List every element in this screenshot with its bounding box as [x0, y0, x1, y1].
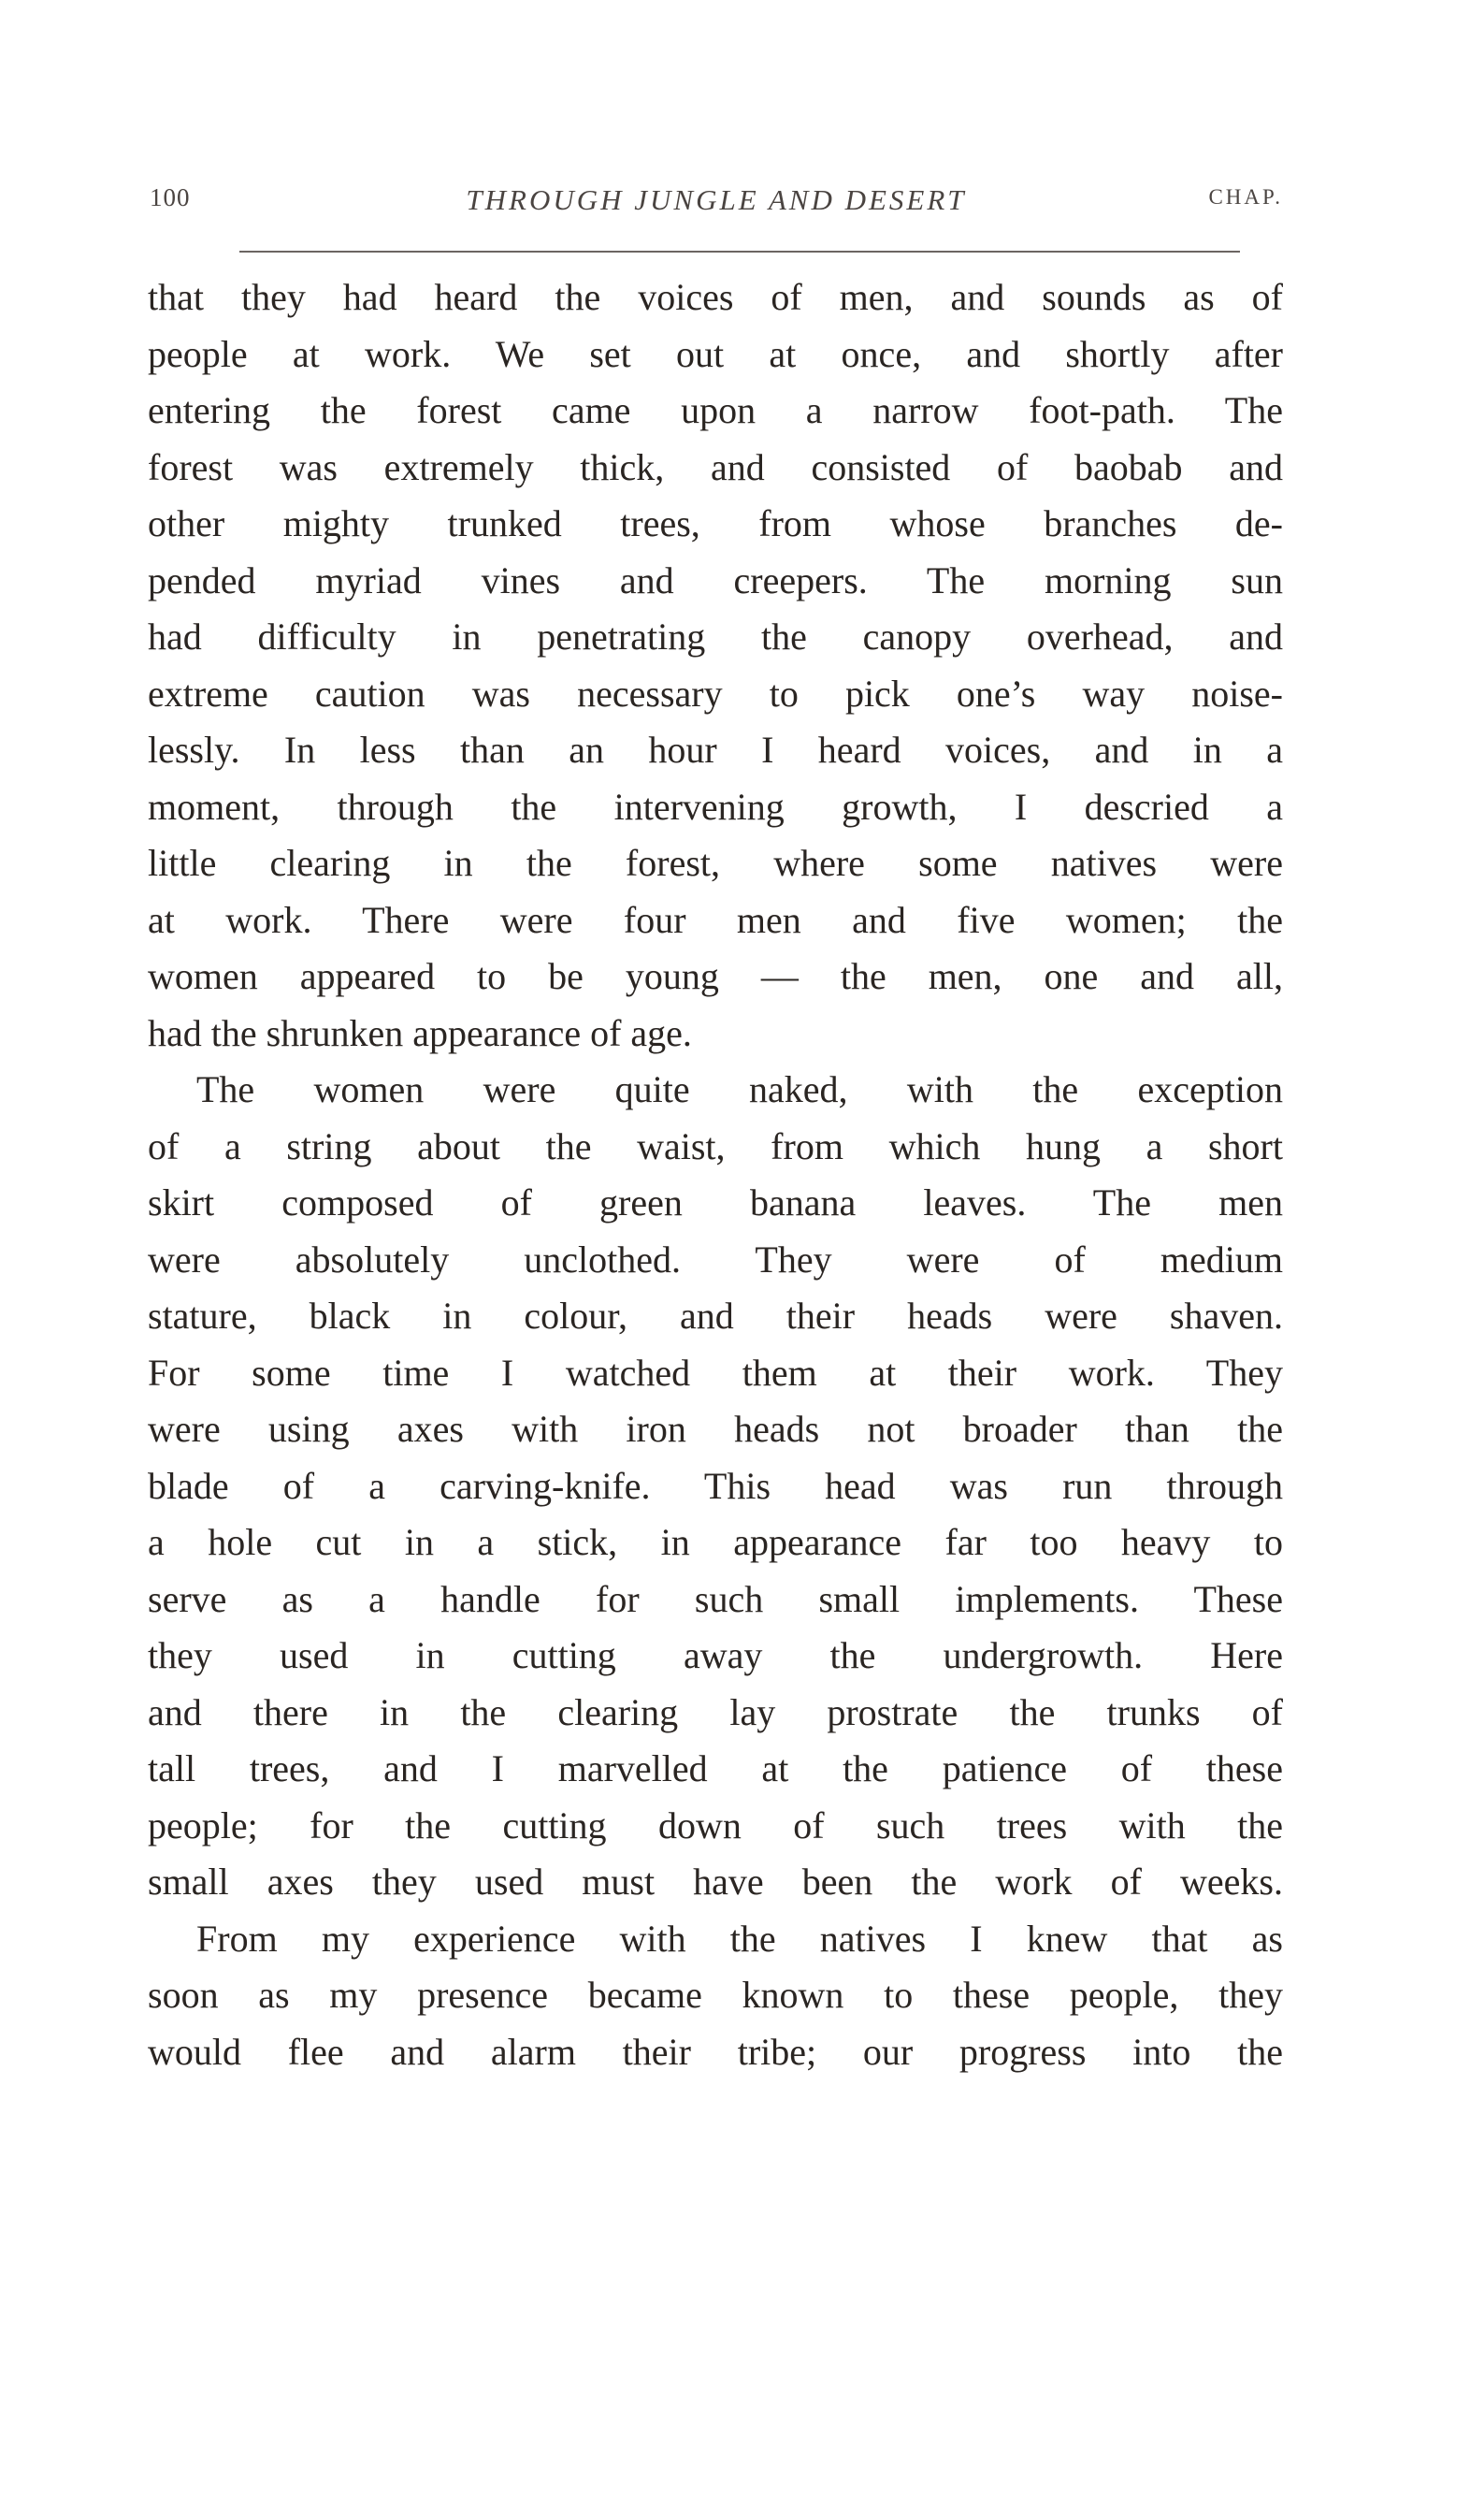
- paragraph-last-line: had the shrunken appearance of age.: [148, 1011, 692, 1054]
- paragraph-first-line: The women were quite naked, with the exception: [196, 1068, 1283, 1110]
- text-line: would flee and alarm their tribe; our progress into the: [148, 2030, 1283, 2073]
- running-head: [150, 183, 1283, 221]
- text-line: of a string about the waist, from which hung a short: [148, 1124, 1283, 1167]
- text-line: tall trees, and I marvelled at the patience of these: [148, 1747, 1283, 1789]
- text-line: forest was extremely thick, and consisted of baobab and: [148, 445, 1283, 488]
- paragraph-last-line: small axes they used must have been the work of weeks.: [148, 1861, 1283, 1903]
- text-line: moment, through the intervening growth, I descried a: [148, 785, 1283, 828]
- text-line: stature, black in colour, and their heads were shaven.: [148, 1295, 1283, 1337]
- text-line: people at work. We set out at once, and shortly after: [148, 332, 1283, 375]
- text-line: that they had heard the voices of men, and sounds as of: [148, 276, 1283, 318]
- running-title: THROUGH JUNGLE AND DESERT: [466, 183, 967, 216]
- text-line: they used in cutting away the undergrowth. Here: [148, 1634, 1283, 1676]
- text-line: were using axes with iron heads not broader than the: [148, 1408, 1283, 1450]
- text-line: had difficulty in penetrating the canopy overhead, and: [148, 616, 1283, 658]
- text-line: people; for the cutting down of such trees with the: [148, 1803, 1283, 1847]
- text-line: pended myriad vines and creepers. The morning sun: [148, 558, 1283, 601]
- page-number: 100: [150, 183, 191, 211]
- text-line: at work. There were four men and five women; the: [148, 898, 1283, 941]
- text-line: other mighty trunked trees, from whose branches de-: [148, 502, 1283, 544]
- paragraph-first-line: From my experience with the natives I knew that as: [196, 1917, 1283, 1960]
- text-line: extreme caution was necessary to pick one’s way noise-: [148, 672, 1283, 715]
- body-text: [148, 269, 1283, 2080]
- text-line: serve as a handle for such small implements. These: [148, 1577, 1283, 1620]
- header-rule: [239, 251, 1240, 253]
- text-line: women appeared to be young — the men, one and all,: [148, 955, 1283, 997]
- text-line: blade of a carving-knife. This head was run through: [148, 1464, 1283, 1507]
- chapter-mark: CHAP.: [1208, 185, 1283, 209]
- text-line: soon as my presence became known to these people, they: [148, 1974, 1283, 2016]
- text-line: a hole cut in a stick, in appearance far too heavy to: [148, 1521, 1283, 1563]
- text-line: little clearing in the forest, where some natives were: [148, 842, 1283, 884]
- text-line: skirt composed of green banana leaves. The men: [148, 1181, 1283, 1224]
- text-line: For some time I watched them at their work. They: [148, 1351, 1283, 1394]
- text-line: lessly. In less than an hour I heard voices, and in a: [148, 729, 1283, 771]
- text-line: were absolutely unclothed. They were of medium: [148, 1238, 1283, 1281]
- text-line: entering the forest came upon a narrow foot-path. The: [148, 389, 1283, 431]
- text-line: and there in the clearing lay prostrate the trunks of: [148, 1690, 1283, 1733]
